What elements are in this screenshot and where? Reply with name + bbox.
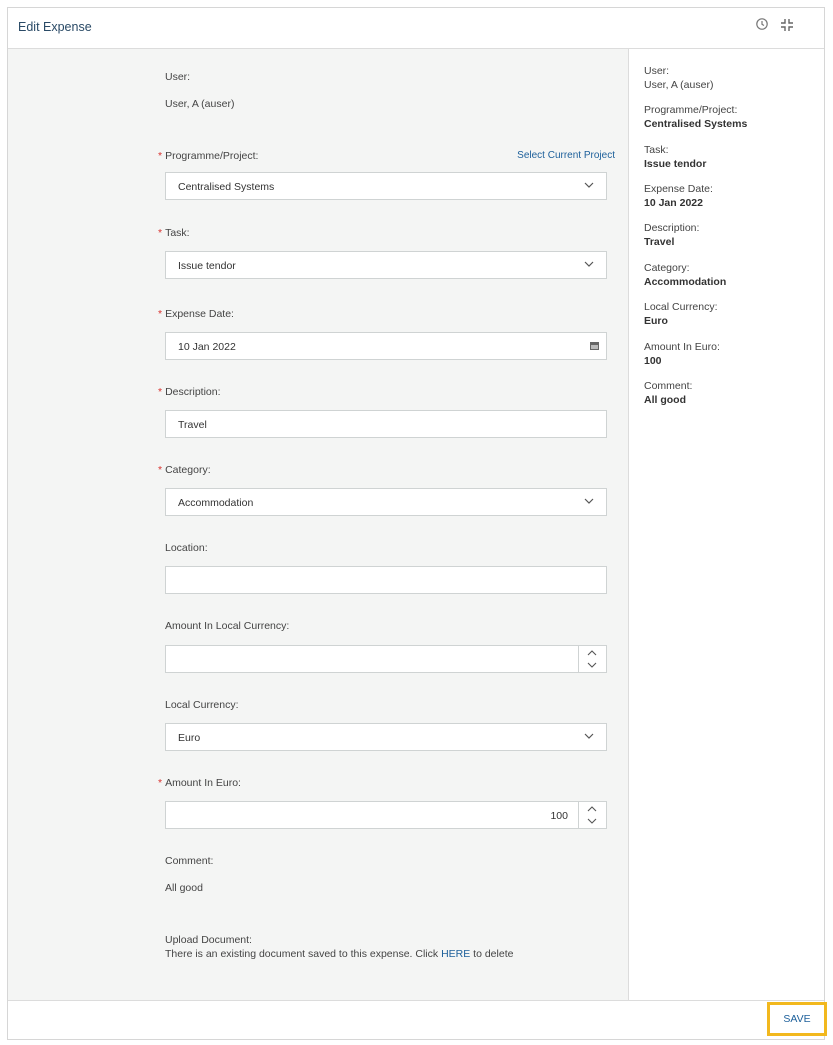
user-value: User, A (auser): [165, 98, 235, 110]
summary-value: Centralised Systems: [644, 118, 748, 130]
delete-document-link[interactable]: HERE: [441, 948, 471, 960]
summary-label: Category:: [644, 262, 690, 274]
comment-label: Comment:: [165, 855, 214, 867]
summary-value: 100: [644, 355, 662, 367]
summary-label: User:: [644, 65, 670, 77]
edit-expense-window: [7, 7, 825, 1040]
summary-value: All good: [644, 394, 686, 406]
summary-label: Expense Date:: [644, 183, 713, 195]
summary-label: Local Currency:: [644, 301, 718, 313]
local-currency-label: Local Currency:: [165, 699, 239, 711]
location-label: Location:: [165, 542, 208, 554]
summary-value: Travel: [644, 236, 675, 248]
upload-text: There is an existing document saved to this expense. Click HERE to delete: [165, 948, 514, 960]
task-label: * Task:: [158, 227, 190, 239]
user-label: User:: [165, 71, 191, 83]
task-select[interactable]: Issue tendor: [165, 251, 607, 279]
collapse-icon[interactable]: [778, 17, 796, 35]
summary-value: Issue tendor: [644, 158, 707, 170]
chevron-down-icon: [582, 257, 596, 271]
summary-label: Programme/Project:: [644, 104, 738, 116]
history-icon[interactable]: [753, 17, 771, 35]
amount-local-field[interactable]: [165, 645, 607, 673]
summary-value: Euro: [644, 315, 668, 327]
summary-label: Description:: [644, 222, 700, 234]
calendar-icon[interactable]: [589, 340, 600, 351]
summary-value: 10 Jan 2022: [644, 197, 703, 209]
footer-bar: [8, 1000, 824, 1039]
local-currency-select[interactable]: Euro: [165, 723, 607, 751]
description-label: * Description:: [158, 386, 221, 398]
project-label: * Programme/Project:: [158, 150, 259, 162]
expense-date-field[interactable]: 10 Jan 2022: [165, 332, 607, 360]
category-select[interactable]: Accommodation: [165, 488, 607, 516]
select-current-project-link[interactable]: Select Current Project: [517, 150, 615, 161]
amount-euro-field[interactable]: 100: [165, 801, 607, 829]
amount-local-label: Amount In Local Currency:: [165, 620, 290, 632]
category-label: * Category:: [158, 464, 211, 476]
location-field[interactable]: [165, 566, 607, 594]
save-button[interactable]: SAVE: [767, 1002, 827, 1036]
upload-document: [165, 933, 513, 961]
upload-label: Upload Document:: [165, 934, 252, 946]
summary-label: Amount In Euro:: [644, 341, 720, 353]
amount-euro-label: * Amount In Euro:: [158, 777, 241, 789]
spinner-icon[interactable]: [578, 802, 606, 828]
summary-panel: [629, 49, 824, 1001]
form-panel: [8, 49, 629, 1001]
comment-value: All good: [165, 882, 203, 894]
title-bar: [8, 8, 824, 49]
description-field[interactable]: Travel: [165, 410, 607, 438]
expense-date-label: * Expense Date:: [158, 308, 234, 320]
project-select[interactable]: Centralised Systems: [165, 172, 607, 200]
chevron-down-icon: [582, 494, 596, 508]
chevron-down-icon: [582, 729, 596, 743]
window-title: Edit Expense: [18, 20, 92, 34]
summary-label: Task:: [644, 144, 669, 156]
spinner-icon[interactable]: [578, 646, 606, 672]
summary-value: User, A (auser): [644, 79, 714, 91]
summary-label: Comment:: [644, 380, 693, 392]
chevron-down-icon: [582, 178, 596, 192]
summary-value: Accommodation: [644, 276, 727, 288]
